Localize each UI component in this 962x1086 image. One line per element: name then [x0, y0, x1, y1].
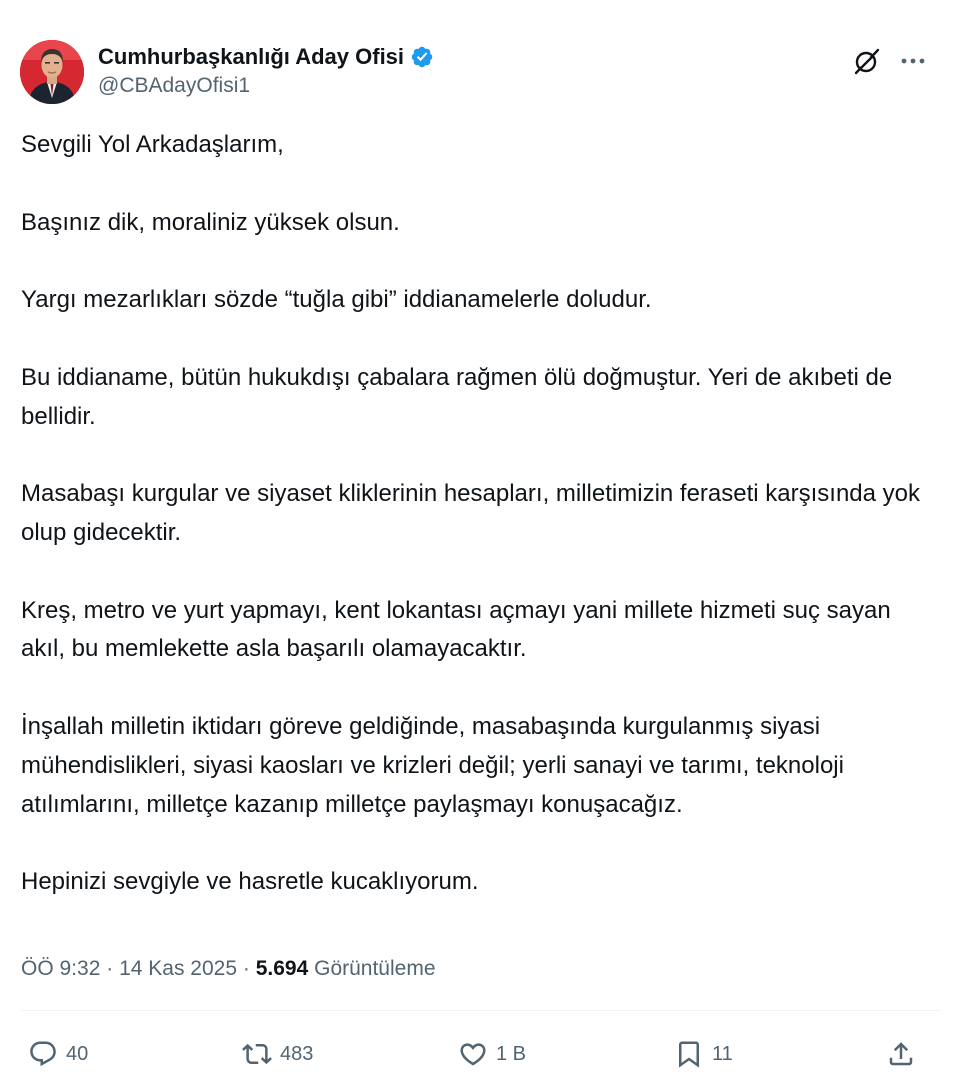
share-button[interactable]	[886, 1034, 916, 1074]
more-icon[interactable]	[900, 48, 926, 74]
repost-count: 483	[280, 1042, 314, 1065]
divider	[21, 1010, 941, 1011]
post-meta	[21, 957, 436, 981]
views-label[interactable]: Görüntüleme	[314, 957, 436, 980]
author-display-name[interactable]: Cumhurbaşkanlığı Aday Ofisi	[98, 44, 405, 69]
post-paragraph: Bu iddianame, bütün hukukdışı çabalara rağmen ölü doğmuştur. Yeri de akıbeti de bellidir.	[21, 363, 893, 430]
verified-badge-icon[interactable]	[410, 45, 434, 69]
post-text	[21, 126, 931, 902]
grok-icon[interactable]	[852, 46, 882, 76]
meta-separator: ·	[242, 957, 250, 980]
reply-icon	[28, 1039, 58, 1069]
share-icon	[886, 1039, 916, 1069]
avatar[interactable]	[20, 40, 84, 104]
post-time[interactable]: ÖÖ 9:32	[21, 957, 101, 980]
post-header	[20, 40, 940, 108]
post-paragraph: Kreş, metro ve yurt yapmayı, kent lokantası açmayı yani millete hizmeti suç sayan akıl, bu memlekette asla başarılı olamayacaktır.	[21, 596, 891, 663]
reply-count: 40	[66, 1042, 89, 1065]
heart-icon	[458, 1039, 488, 1069]
action-bar	[0, 1034, 962, 1074]
bookmark-count: 11	[712, 1042, 733, 1065]
post-paragraph: Başınız dik, moraliniz yüksek olsun.	[21, 208, 400, 236]
like-button[interactable]	[458, 1034, 526, 1074]
author-names	[98, 42, 434, 98]
reply-button[interactable]	[28, 1034, 88, 1074]
author-handle[interactable]: @CBAdayOfisi1	[98, 74, 251, 97]
repost-icon	[242, 1039, 272, 1069]
views-count[interactable]: 5.694	[255, 957, 309, 980]
bookmark-button[interactable]	[674, 1034, 733, 1074]
post-paragraph: Sevgili Yol Arkadaşlarım,	[21, 131, 284, 158]
repost-button[interactable]	[242, 1034, 313, 1074]
post-paragraph: Yargı mezarlıkları sözde “tuğla gibi” iddianamelerle doludur.	[21, 286, 652, 314]
like-count: 1 B	[496, 1042, 527, 1065]
post-paragraph: Masabaşı kurgular ve siyaset kliklerinin hesapları, milletimizin feraseti karşısında yok olup gidecektir.	[21, 480, 921, 546]
post-paragraph: İnşallah milletin iktidarı göreve geldiğinde, masabaşında kurgulanmış siyasi mühendislikleri, siyasi kaosları ve krizleri değil; yerli sanayi ve tarımı, teknoloji atılımlarını, milletçe kazanıp milletçe paylaşmayı konuşacağız.	[21, 712, 844, 818]
meta-separator: ·	[106, 957, 114, 980]
post-paragraph: Hepinizi sevgiyle ve hasretle kucaklıyorum.	[21, 868, 479, 896]
bookmark-icon	[674, 1039, 704, 1069]
post-date[interactable]: 14 Kas 2025	[119, 957, 238, 980]
header-actions	[852, 46, 926, 76]
